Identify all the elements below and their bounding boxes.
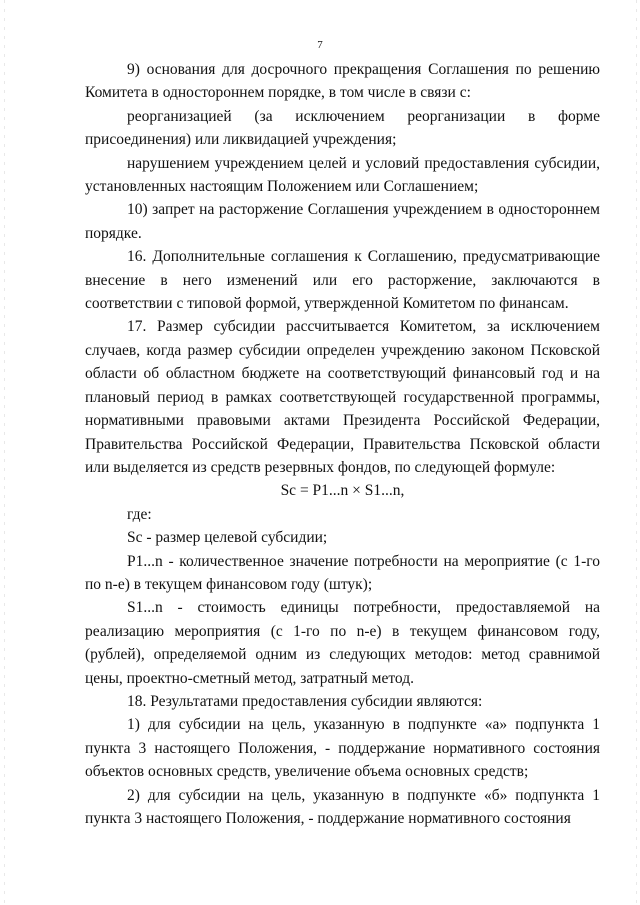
formula: Sc = P1...n × S1...n, [280,482,405,500]
paragraph-reorganization: реорганизацией (за исключением реорганизации в форме присоединения) или ликвидацией учреждения; [85,107,600,149]
paragraph-where: где: [127,505,152,523]
paragraph-item-10: 10) запрет на расторжение Соглашения учреждением в одностороннем порядке. [85,201,600,242]
paragraph-sc-definition: Sc - размер целевой субсидии; [127,529,328,547]
paragraph-result-2: 2) для субсидии на цель, указанную в подпункте «б» подпункта 1 пункта 3 настоящего Положения, - поддержание нормативного состояния [85,786,600,827]
scan-edge-left [4,0,5,905]
scan-edge-right [636,0,637,905]
paragraph-clause-16: 16. Дополнительные соглашения к Соглашению, предусматривающие внесение в него изменений или его расторжение, заключаются в соответствии с типовой формой, утвержденной Комитетом по финансам. [85,248,600,313]
paragraph-result-1: 1) для субсидии на цель, указанную в подпункте «а» подпункта 1 пункта 3 настоящего Положения, - поддержание нормативного состояния объектов основных средств, увеличение объема основных средств; [85,716,600,781]
paragraph-clause-18: 18. Результатами предоставления субсидии являются: [127,692,483,710]
paragraph-clause-17: 17. Размер субсидии рассчитывается Комитетом, за исключением случаев, когда размер субсидии определен учреждению законом Псковской области об областном бюджете на соответствующий финансовый год и на плановый период в рамках соответствующей государственной программы, нормативными правовыми актами Президента Российской Федерации, Правительства Российской Федерации, Правительства Псковской области или выделяется из средств резервных фондов, по следующей формуле: [85,318,600,476]
paragraph-p-definition: P1...n - количественное значение потребности на мероприятие (с 1-го по n-е) в текущем финансовом году (штук); [85,552,600,593]
paragraph-s-definition: S1...n - стоимость единицы потребности, предоставляемой на реализацию мероприятия (с 1-го по n-е) в текущем финансовом году, (рублей), определяемой одним из следующих методов: метод сравнимой цены, проектно-сметный метод, затратный метод. [85,599,600,687]
page-number: 7 [317,39,323,51]
document-body [85,58,600,830]
paragraph-violation: нарушением учреждением целей и условий предоставления субсидии, установленных настоящим Положением или Соглашением; [85,154,600,196]
paragraph-item-9: 9) основания для досрочного прекращения Соглашения по решению Комитета в одностороннем порядке, в том числе в связи с: [85,61,600,102]
